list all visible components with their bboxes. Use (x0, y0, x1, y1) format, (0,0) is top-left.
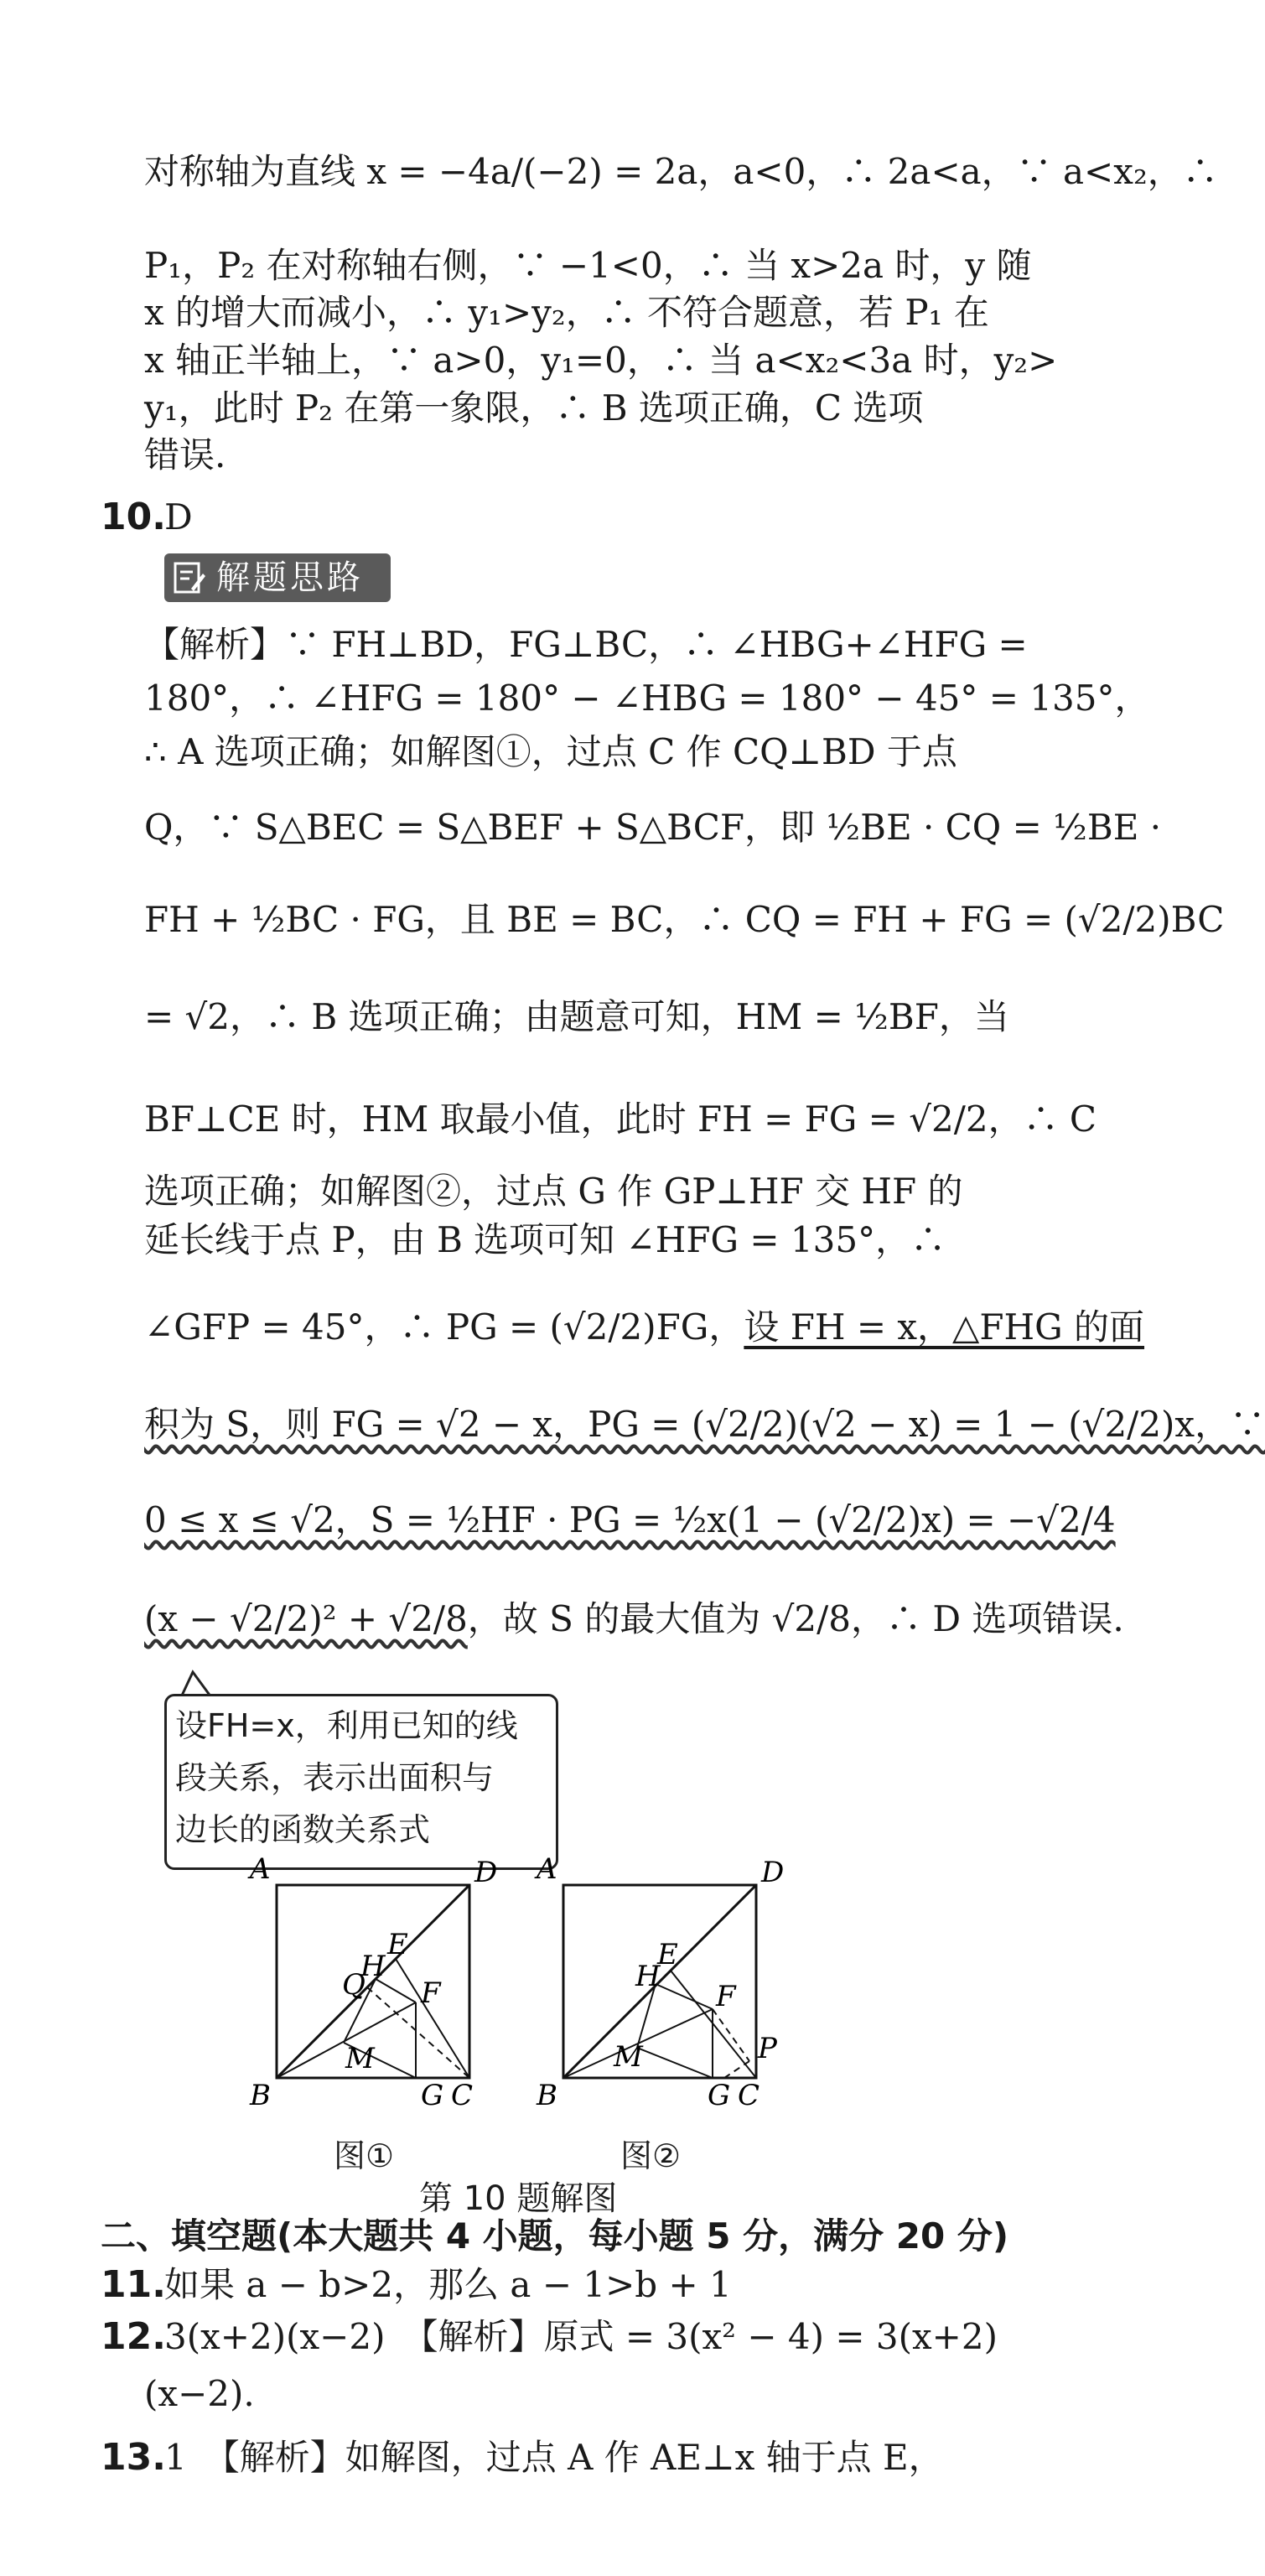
point-label: C (738, 2079, 760, 2112)
point-label: D (761, 1856, 785, 1889)
question-text: (x−2). (144, 2373, 255, 2414)
text-line: 错误. (144, 434, 226, 475)
analysis-line: ∴ A 选项正确；如解图①，过点 C 作 CQ⊥BD 于点 (144, 731, 957, 772)
point-label: P (758, 2032, 777, 2065)
point-label: G (708, 2079, 731, 2112)
point-label: H (360, 1950, 386, 1983)
point-label: F (716, 1980, 736, 2013)
solution-figure-1 (243, 1852, 498, 2112)
question-number: 11. (101, 2263, 166, 2306)
analysis-line: = √2，∴ B 选项正确；由题意可知，HM = ½BF，当 (144, 996, 1009, 1037)
point-label: B (250, 2079, 271, 2112)
figure-caption: 第 10 题解图 (419, 2179, 618, 2218)
text-line: 对称轴为直线 x = −4a/(−2) = 2a，a<0，∴ 2a<a，∵ a<x₂，∴ (144, 151, 1218, 192)
point-label: F (421, 1976, 441, 2010)
wavy-underlined-text: (x − √2/2)² + √2/8 (144, 1598, 468, 1639)
point-label: E (387, 1928, 408, 1961)
point-label: H (635, 1960, 661, 1993)
point-label: A (250, 1852, 271, 1886)
wavy-underlined-text: 积为 S，则 FG = √2 − x，PG = (√2/2)(√2 − x) = 1 − (√2/2)x，∵ (144, 1404, 1265, 1445)
text-line: x 的增大而减小，∴ y₁>y₂，∴ 不符合题意，若 P₁ 在 (144, 292, 989, 333)
figure-label: 图② (620, 2137, 682, 2174)
analysis-line: 180°，∴ ∠HFG = 180° − ∠HBG = 180° − 45° = 135°， (144, 678, 1150, 719)
question-text: 3(x+2)(x−2) 【解析】原式 = 3(x² − 4) = 3(x+2) (164, 2316, 998, 2357)
callout-line: 边长的函数关系式 (175, 1811, 431, 1848)
underlined-text: 设 FH = x，△FHG 的面 (744, 1306, 1145, 1348)
analysis-line (144, 1597, 1124, 1642)
question-text: 1 【解析】如解图，过点 A 作 AE⊥x 轴于点 E， (164, 2437, 944, 2478)
analysis-line: BF⊥CE 时，HM 取最小值，此时 FH = FG = √2/2，∴ C (144, 1098, 1097, 1140)
point-label: B (537, 2079, 557, 2112)
point-label: Q (342, 1968, 366, 2002)
question-number: 13. (101, 2436, 166, 2479)
text-line: x 轴正半轴上，∵ a>0，y₁=0，∴ 当 a<x₂<3a 时，y₂> (144, 340, 1058, 381)
point-label: G (421, 2079, 444, 2112)
analysis-line (144, 1402, 1265, 1447)
text-line: P₁，P₂ 在对称轴右侧，∵ −1<0，∴ 当 x>2a 时，y 随 (144, 245, 1032, 286)
analysis-line (144, 1498, 1116, 1543)
analysis-text: ，故 S 的最大值为 √2/8，∴ D 选项错误. (467, 1598, 1124, 1639)
wavy-underlined-text: 0 ≤ x ≤ √2，S = ½HF · PG = ½x(1 − (√2/2)x) = −√2/4 (144, 1499, 1116, 1540)
analysis-line: 【解析】∵ FH⊥BD，FG⊥BC，∴ ∠HBG+∠HFG = (144, 624, 1028, 665)
analysis-line: Q，∵ S△BEC = S△BEF + S△BCF，即 ½BE · CQ = ½BE · (144, 807, 1162, 848)
question-number: 12. (101, 2315, 166, 2358)
point-label: M (345, 2042, 375, 2075)
badge-label: 解题思路 (216, 558, 364, 597)
question-number: 10. (101, 496, 166, 538)
analysis-line: 选项正确；如解图②，过点 G 作 GP⊥HF 交 HF 的 (144, 1171, 963, 1212)
figure-label: 图① (334, 2137, 395, 2174)
pencil-note-icon (173, 560, 206, 595)
question-text: 如果 a − b>2，那么 a − 1>b + 1 (164, 2264, 732, 2305)
callout-note (164, 1694, 558, 1870)
point-label: M (614, 2040, 643, 2074)
solution-idea-badge (164, 553, 391, 602)
question-answer: D (164, 496, 193, 538)
callout-line: 设FH=x，利用已知的线 (175, 1707, 518, 1744)
analysis-line: FH + ½BC · FG，且 BE = BC，∴ CQ = FH + FG = (√2/2)BC (144, 899, 1225, 940)
point-label: E (657, 1938, 678, 1971)
analysis-line: 延长线于点 P，由 B 选项可知 ∠HFG = 135°，∴ (144, 1219, 946, 1260)
analysis-line (144, 1305, 1145, 1350)
point-label: A (537, 1852, 557, 1886)
point-label: D (474, 1856, 498, 1889)
point-label: C (451, 2079, 474, 2112)
analysis-text: ∠GFP = 45°，∴ PG = (√2/2)FG， (144, 1306, 744, 1348)
text-line: y₁，此时 P₂ 在第一象限，∴ B 选项正确，C 选项 (144, 387, 924, 428)
solution-figure-2 (530, 1852, 798, 2112)
section-title: 二、填空题(本大题共 4 小题，每小题 5 分，满分 20 分) (101, 2215, 1009, 2257)
callout-line: 段关系，表示出面积与 (175, 1759, 495, 1796)
